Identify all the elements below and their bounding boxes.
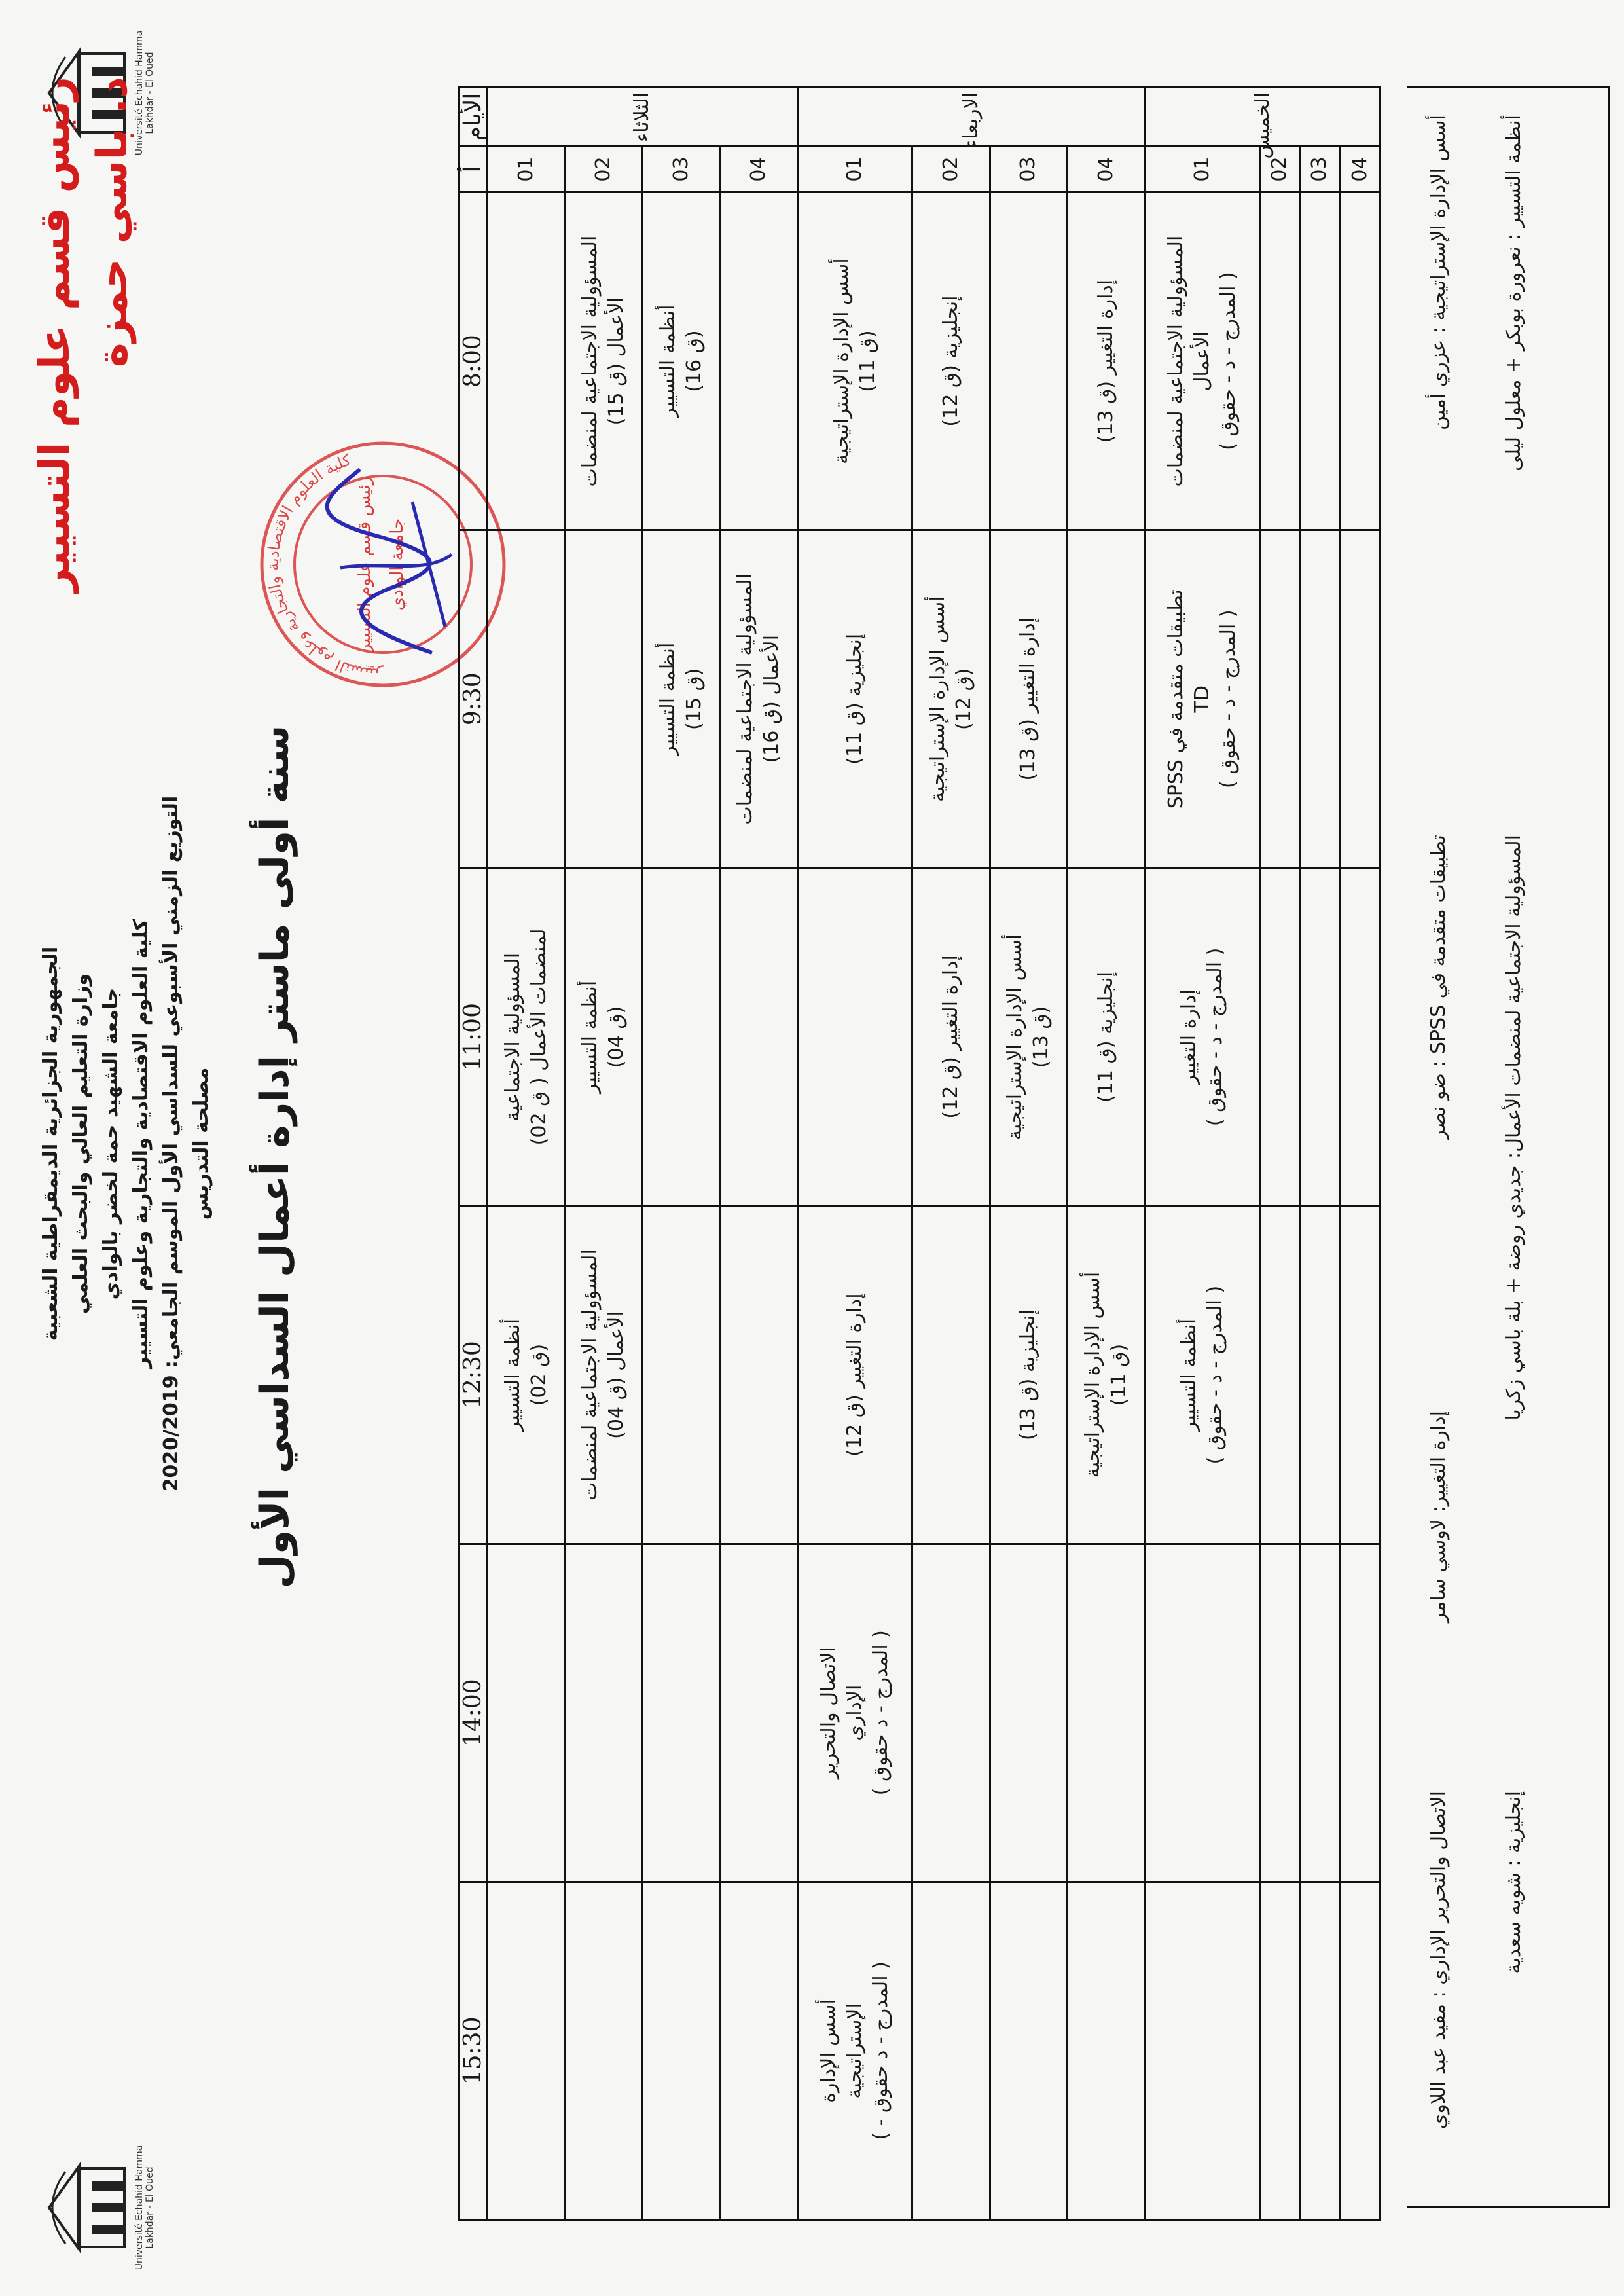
cell-text: المسؤولية الاجتماعية لمنضمات [579,1249,602,1501]
schedule-cell [1259,1206,1299,1544]
footer-teacher-1: أسس الإدارة الإستراتيجية : عزري أمين [1427,115,1450,430]
group-number: 03 [642,147,719,192]
schedule-cell [1259,1544,1299,1882]
schedule-cell [642,1206,719,1544]
day-label: الثلاثاء [488,88,798,147]
cell-text: المسؤولية الاجتماعية لمنضمات [579,235,602,487]
schedule-cell [565,192,642,530]
header-time-6: 15:30 [460,1882,488,2219]
schedule-cell [797,192,912,530]
cell-text: ( المدرج - د - حقوق ) [1216,610,1240,789]
document-header [36,764,217,1523]
group-number: 03 [990,147,1067,192]
cell-text: الأعمال (ق 16) [759,634,783,763]
cell-text: إنجليزية (ق 11) [842,633,866,765]
table-row [720,88,797,2220]
table-row [1340,88,1380,2220]
group-number: 02 [1259,147,1299,192]
schedule-cell [1145,1882,1259,2219]
schedule-cell [990,1882,1067,2219]
schedule-cell [488,1544,565,1882]
group-number: 01 [1145,147,1259,192]
schedule-cell [1145,1206,1259,1544]
cell-text: أنظمة التسيير [656,304,679,418]
schedule-cell [1300,1206,1340,1544]
schedule-cell [642,192,719,530]
schedule-cell [488,868,565,1206]
schedule-cell [1068,1882,1145,2219]
schedule-cell [990,868,1067,1206]
header-line-timetable: التوزيع الزمني الأسبوعي للسداسي الأول الموسم الجامعي: 2020/2019 [160,795,183,1492]
cell-text: (ق 04) [605,1006,628,1068]
schedule-cell [990,1206,1067,1544]
schedule-cell [1340,1882,1380,2219]
schedule-cell [1340,530,1380,868]
cell-text: (ق 16) [682,330,706,392]
cell-text: المسؤولية الاجتماعية لمنضمات [733,573,757,825]
schedule-cell [565,868,642,1206]
schedule-cell [565,530,642,868]
schedule-cell [1340,868,1380,1206]
schedule-cell [488,1206,565,1544]
schedule-cell [1259,868,1299,1206]
schedule-cell [1145,868,1259,1206]
schedule-cell [1340,1206,1380,1544]
page-title: سنة أولى ماستر إدارة أعمال السداسي الأول [252,725,298,1589]
teachers-footer [1407,86,1610,2208]
table-row [1068,88,1145,2220]
table-row [912,88,990,2220]
footer-teacher-6: المسؤولية الاجتماعية لمنضمات الأعمال: جديدي روضة + بلة باسي زكريا [1502,835,1525,1421]
footer-teacher-7: إنجليزية : شويه سعدية [1502,1791,1525,1974]
schedule-cell [1145,530,1259,868]
schedule-cell [1068,530,1145,868]
cell-text: ( المدرج - د - حقوق ) [1216,272,1240,450]
header-line-ministry: وزارة التعليم العالي والبحث العلمي [69,973,92,1315]
cell-text: الإستراتيجية [842,2003,866,2099]
schedule-cell [1300,868,1340,1206]
schedule-cell [720,1882,797,2219]
cell-text: ( المدرج - د حقوق ) [869,1630,892,1796]
group-number: 04 [1068,147,1145,192]
cell-text: إدارة التغيير (ق 13) [1094,279,1117,443]
group-number: 02 [565,147,642,192]
handwritten-note [26,77,141,731]
cell-text: الاتصال والتحرير [816,1647,840,1779]
cell-text: إنجليزية (ق 11) [1094,971,1117,1102]
handwritten-line-1: رئيس قسم علوم التسيير [31,77,79,592]
header-time-5: 14:00 [460,1544,488,1882]
schedule-cell [990,192,1067,530]
schedule-cell [720,192,797,530]
schedule-cell [1145,192,1259,530]
cell-text: الأعمال (ق 04) [605,1311,628,1439]
schedule-cell [488,192,565,530]
cell-text: الأعمال [1190,331,1214,392]
table-row [565,88,642,2220]
schedule-cell [912,868,990,1206]
schedule-cell [1300,1882,1340,2219]
university-logo-left [39,2159,131,2257]
schedule-cell [642,530,719,868]
schedule-cell [912,1544,990,1882]
cell-text: تطبيقات متقدمة في SPSS [1164,589,1187,809]
header-time-3: 11:00 [460,868,488,1206]
schedule-cell [797,530,912,868]
group-number: 04 [1340,147,1380,192]
schedule-cell [488,1882,565,2219]
schedule-cell [1259,1882,1299,2219]
cell-text: أنظمة التسيير [1177,1318,1200,1432]
schedule-cell [1300,1544,1340,1882]
schedule-cell [990,1544,1067,1882]
timetable-body [488,88,1380,2220]
schedule-cell [565,1206,642,1544]
cell-text: لمنضمات الأعمال ( ق 02) [527,928,550,1146]
schedule-cell [565,1882,642,2219]
schedule-cell [488,530,565,868]
schedule-cell [912,1882,990,2219]
cell-text: أنظمة التسيير [656,642,679,756]
timetable [458,86,1381,2221]
schedule-cell [1300,192,1340,530]
table-row [990,88,1067,2220]
schedule-cell [912,192,990,530]
cell-text: (ق 11) [1107,1343,1130,1406]
cell-text: أسس الإدارة الإستراتيجية [1081,1271,1104,1478]
table-row [797,88,912,2220]
schedule-cell [1068,1206,1145,1544]
schedule-cell [720,868,797,1206]
cell-text: المسؤولية الاجتماعية [501,952,524,1121]
group-number: 04 [720,147,797,192]
footer-teacher-2: تطبيقات متقدمة في SPSS : ضو نصر [1427,835,1450,1140]
cell-text: (ق 13) [1030,1006,1053,1068]
schedule-cell [797,868,912,1206]
schedule-cell [1340,192,1380,530]
cell-text: أسس الإدارة [816,1999,840,2103]
header-line-university: جامعة الشهيد حمة لخضر بالوادي [99,987,122,1300]
cell-text: إدارة التغيير (ق 12) [939,955,962,1119]
stamp-outer-text: كلية العلوم الاقتصادية والتجارية وعلوم التسيير [263,450,384,684]
cell-text: ( المدرج - د حقوق - ) [869,1961,892,2140]
cell-text: TD [1190,685,1214,713]
schedule-cell [797,1544,912,1882]
group-number: 01 [488,147,565,192]
header-line-republic: الجمهورية الجزائرية الديمقراطية الشعبية [39,946,62,1341]
header-time-4: 12:30 [460,1206,488,1544]
schedule-cell [797,1206,912,1544]
table-row [1300,88,1340,2220]
cell-text: أنظمة التسيير [579,980,602,1093]
cell-text: أسس الإدارة الإستراتيجية [926,596,949,803]
schedule-cell [642,1882,719,2219]
table-row [488,88,565,2220]
schedule-cell [642,1544,719,1882]
group-number: 03 [1300,147,1340,192]
cell-text: ( المدرج - د - حقوق ) [1203,947,1227,1127]
schedule-cell [912,530,990,868]
schedule-cell [1068,868,1145,1206]
schedule-cell [1145,1544,1259,1882]
cell-text: إنجليزية (ق 12) [939,295,962,427]
group-number: 02 [912,147,990,192]
cell-text: أسس الإدارة الإستراتيجية [829,258,853,464]
header-time-1: 8:00 [460,192,488,530]
cell-text: (ق 12) [952,668,975,730]
schedule-cell [990,530,1067,868]
handwritten-line-2: د. باسي حمزة [88,77,137,368]
table-row [1145,88,1259,2220]
footer-teacher-5: أنظمة التسيير : نعرورة بوبكر + معلول ليلى [1502,115,1525,471]
footer-teacher-3: إدارة التغيير: لاوسي سامر [1427,1411,1450,1623]
schedule-cell [720,530,797,868]
cell-text: ( المدرج - د - حقوق ) [1203,1285,1227,1465]
cell-text: (ق 11) [856,330,879,392]
stamp-center-text: جامعة الوادي [388,518,407,611]
schedule-cell [720,1206,797,1544]
day-label: الاربعاء [797,88,1145,147]
schedule-cell [1259,192,1299,530]
cell-text: المسؤولية الاجتماعية لمنضمات [1164,235,1187,487]
schedule-cell [912,1206,990,1544]
schedule-cell [1068,192,1145,530]
footer-teacher-4: الاتصال والتحرير الإداري : مفيد عبد اللاوي [1427,1791,1450,2130]
logo-caption-left: Université Echahid Hamma Lakhdar - El Oued [134,2145,155,2270]
cell-text: إدارة التغيير [1177,989,1200,1085]
cell-text: إدارة التغيير (ق 12) [842,1293,866,1457]
university-logo-icon [39,2159,131,2257]
cell-text: الإداري [842,1685,866,1741]
header-days: الأيام [460,88,488,147]
schedule-cell [565,1544,642,1882]
logo-caption-right: Université Echahid Hamma Lakhdar - El Oued [134,30,155,156]
header-line-service: مصلحة التدريس [190,1067,213,1220]
table-row [1259,88,1299,2220]
table-row [642,88,719,2220]
header-num: أ [460,147,488,192]
header-time-2: 9:30 [460,530,488,868]
header-line-faculty: كلية العلوم الاقتصادية والتجارية وعلوم التسيير [130,919,153,1368]
schedule-cell [797,1882,912,2219]
signature-icon [314,456,465,666]
timetable-header-row [460,88,488,2220]
cell-text: الأعمال (ق 15) [605,297,628,426]
schedule-cell [720,1544,797,1882]
day-label: الخميس [1145,88,1380,147]
schedule-cell [1340,1544,1380,1882]
stamp-inner-text: رئيس قسم علوم التسيير [355,476,374,653]
cell-text: أنظمة التسيير [501,1318,524,1432]
group-number: 01 [797,147,912,192]
cell-text: (ق 15) [682,668,706,730]
cell-text: إنجليزية (ق 13) [1017,1309,1040,1441]
schedule-cell [1259,530,1299,868]
schedule-cell [1068,1544,1145,1882]
schedule-cell [1300,530,1340,868]
cell-text: (ق 02) [527,1343,550,1406]
cell-text: أسس الإدارة الإستراتيجية [1003,934,1027,1140]
cell-text: إدارة التغيير (ق 13) [1017,617,1040,781]
schedule-cell [642,868,719,1206]
